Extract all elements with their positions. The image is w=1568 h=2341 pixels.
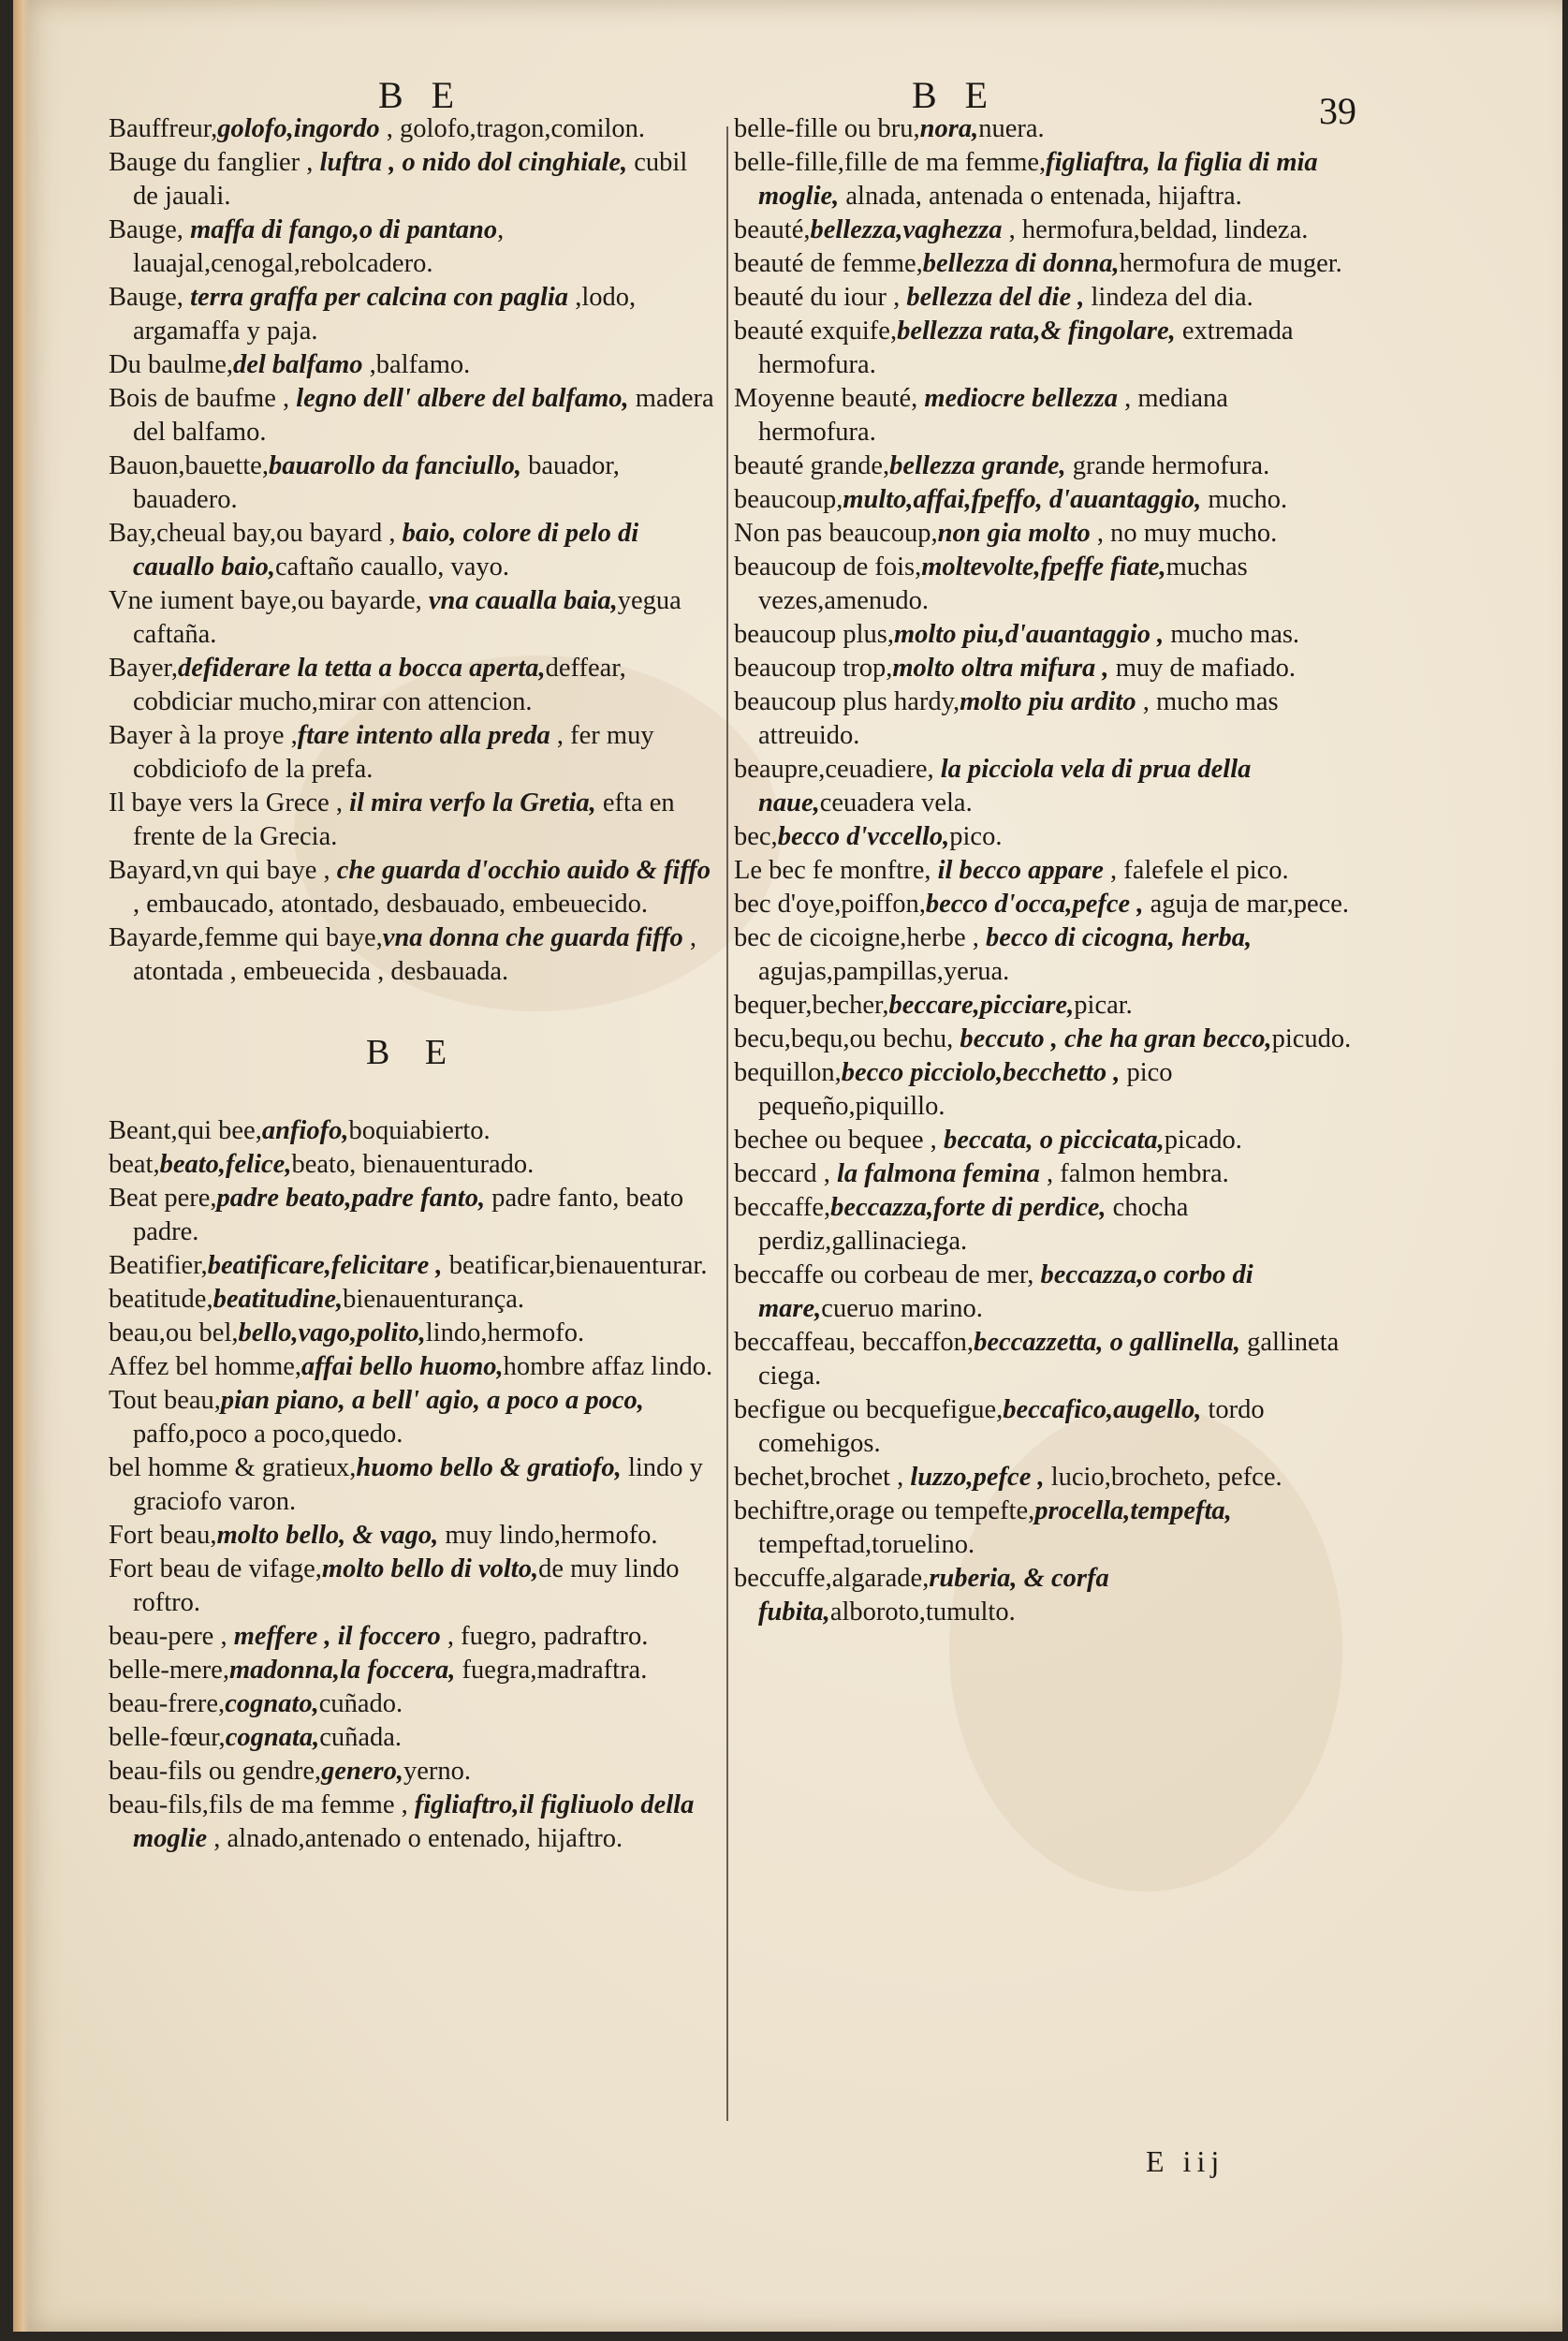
entry-spanish-gloss: beatificar,bienauenturar. [442, 1251, 708, 1280]
entry-spanish-gloss: tempeftad,toruelino. [758, 1530, 975, 1559]
entry-headword: beau-frere, [109, 1689, 226, 1718]
entry-spanish-gloss: gallineta ciega. [758, 1328, 1340, 1391]
entry-spanish-gloss: , falmon hembra. [1039, 1159, 1229, 1188]
entry-italian-gloss: bellezza di donna, [922, 249, 1120, 278]
entry-italian-gloss: bellezza,vaghezza [810, 215, 1003, 244]
dictionary-entry [734, 989, 1352, 1023]
entry-italian-gloss: affai bello huomo, [301, 1352, 504, 1381]
dictionary-entry [109, 146, 717, 213]
right-column [734, 112, 1352, 1629]
entry-spanish-gloss: madera del balfamo. [133, 384, 714, 447]
entry-italian-gloss: genero, [321, 1757, 403, 1786]
entry-spanish-gloss: lindo y graciofo varon. [133, 1453, 703, 1516]
dictionary-entry [734, 247, 1352, 281]
entry-spanish-gloss: fuegra,madraftra. [455, 1656, 648, 1685]
entry-headword: Bauon,bauette, [109, 451, 269, 480]
entry-spanish-gloss: , no muy mucho. [1090, 519, 1278, 548]
dictionary-entry [109, 1114, 717, 1148]
entry-italian-gloss: meffere , il foccero [233, 1622, 441, 1651]
entry-italian-gloss: terra graffa per calcina con paglia [190, 283, 569, 312]
entry-italian-gloss: bellezza del die , [906, 283, 1085, 312]
entry-headword: Moyenne beauté, [734, 384, 925, 413]
dictionary-entry [109, 1317, 717, 1350]
entry-headword: Tout beau, [109, 1386, 221, 1415]
entry-spanish-gloss: boquiabierto. [348, 1116, 491, 1145]
entry-italian-gloss: procella,tempefta, [1034, 1496, 1232, 1525]
dictionary-entry [109, 1687, 717, 1721]
entry-headword: Il baye vers la Grece , [109, 788, 350, 817]
dictionary-entry [109, 1249, 717, 1283]
entry-italian-gloss: molto bello, & vago, [216, 1521, 439, 1550]
dictionary-entry [109, 1182, 717, 1249]
entry-italian-gloss: bellezza grande, [889, 451, 1066, 480]
entry-spanish-gloss: , fer muy cobdiciofo de la prefa. [133, 721, 654, 784]
entry-spanish-gloss: ,lodo, argamaffa y paja. [133, 283, 637, 346]
left-column [109, 112, 717, 1856]
entry-headword: belle-mere, [109, 1656, 229, 1685]
entry-headword: bel homme & gratieux, [109, 1453, 357, 1482]
dictionary-entry [109, 1654, 717, 1687]
entry-spanish-gloss: deffear, cobdiciar mucho,mirar con attencion. [133, 654, 626, 716]
entry-spanish-gloss: picudo. [1271, 1024, 1352, 1053]
entry-headword: beaupre,ceuadiere, [734, 755, 941, 784]
dictionary-entry [734, 854, 1352, 888]
entry-spanish-gloss: , atontada , embeuecida , desbauada. [133, 923, 696, 986]
entry-spanish-gloss: ,balfamo. [362, 350, 471, 379]
dictionary-entry [734, 213, 1352, 247]
entry-headword: Bauge du fanglier , [109, 148, 320, 177]
entry-headword: Bay,cheual bay,ou bayard , [109, 519, 403, 548]
entry-spanish-gloss: lindeza del dia. [1084, 283, 1253, 312]
entry-italian-gloss: huomo bello & gratiofo, [356, 1453, 622, 1482]
dictionary-entry [734, 112, 1352, 146]
dictionary-entry [109, 921, 717, 989]
entry-spanish-gloss: grande hermofura. [1065, 451, 1270, 480]
dictionary-entry [109, 1789, 717, 1856]
dictionary-entry [734, 315, 1352, 382]
entry-italian-gloss: padre beato,padre fanto, [216, 1184, 486, 1213]
entry-headword: Beat pere, [109, 1184, 217, 1213]
entry-headword: beaucoup, [734, 485, 843, 514]
entry-italian-gloss: figliaftra, la figlia di mia moglie, [758, 148, 1318, 211]
entry-italian-gloss: ftare intento alla preda [297, 721, 550, 750]
entry-spanish-gloss: , golofo,tragon,comilon. [379, 114, 646, 143]
entry-italian-gloss: becco d'vccello, [777, 822, 950, 851]
entry-spanish-gloss: yerno. [403, 1757, 472, 1786]
entry-headword: beauté de femme, [734, 249, 923, 278]
dictionary-entry [109, 719, 717, 787]
entry-italian-gloss: pian piano, a bell' agio, a poco a poco, [220, 1386, 644, 1415]
entry-italian-gloss: beccazza,o corbo di mare, [758, 1260, 1253, 1323]
entry-headword: beau-pere , [109, 1622, 234, 1651]
entry-italian-gloss: bellezza rata,& fingolare, [897, 317, 1176, 346]
entry-headword: Bauge, [109, 215, 191, 244]
entry-headword: bec de cicoigne,herbe , [734, 923, 987, 952]
entry-italian-gloss: beccazzetta, o gallinella, [974, 1328, 1241, 1357]
entry-italian-gloss: becco d'occa,pefce , [925, 890, 1144, 919]
entry-headword: beauté grande, [734, 451, 890, 480]
entry-spanish-gloss: , falefele el pico. [1103, 856, 1289, 885]
entry-spanish-gloss: lindo,hermofo. [425, 1318, 585, 1347]
entry-spanish-gloss: efta en frente de la Grecia. [133, 788, 675, 851]
entry-spanish-gloss: aguja de mar,pece. [1143, 890, 1350, 919]
dictionary-entry [109, 1553, 717, 1620]
dictionary-entry [734, 1157, 1352, 1191]
entry-italian-gloss: becco di cicogna, herba, [986, 923, 1253, 952]
dictionary-entry [109, 348, 717, 382]
entry-headword: Vne iument baye,ou bayarde, [109, 586, 429, 615]
entry-spanish-gloss: mucho mas. [1164, 620, 1300, 649]
entry-headword: bechiftre,orage ou tempefte, [734, 1496, 1035, 1525]
entry-italian-gloss: luzzo,pefce , [910, 1463, 1045, 1492]
entry-italian-gloss: becco picciolo,becchetto , [841, 1058, 1121, 1087]
entry-italian-gloss: baio, colore di pelo di cauallo baio, [133, 519, 639, 582]
entry-spanish-gloss: lucio,brocheto, pefce. [1044, 1463, 1282, 1492]
entry-italian-gloss: figliaftro,il figliuolo della moglie [133, 1790, 695, 1853]
entry-italian-gloss: cognato, [225, 1689, 319, 1718]
entry-spanish-gloss: alboroto,tumulto. [829, 1597, 1016, 1627]
entry-italian-gloss: beccata, o piccicata, [943, 1126, 1165, 1155]
entry-headword: Bauge, [109, 283, 191, 312]
entry-headword: Bayarde,femme qui baye, [109, 923, 383, 952]
dictionary-entry [734, 281, 1352, 315]
dictionary-entry [734, 820, 1352, 854]
entry-italian-gloss: vna donna che guarda fiffo [382, 923, 683, 952]
entry-headword: beau,ou bel, [109, 1318, 239, 1347]
entry-spanish-gloss: picado. [1164, 1126, 1242, 1155]
entry-italian-gloss: beccare,picciare, [888, 991, 1075, 1020]
dictionary-entry [734, 888, 1352, 921]
entry-headword: beccaffeau, beccaffon, [734, 1328, 975, 1357]
dictionary-entry [734, 753, 1352, 820]
entry-spanish-gloss: picar. [1074, 991, 1133, 1020]
entry-spanish-gloss: , fuegro, padraftro. [440, 1622, 649, 1651]
dictionary-entry [734, 1056, 1352, 1124]
entry-italian-gloss: bauarollo da fanciullo, [268, 451, 521, 480]
entry-spanish-gloss: de muy lindo roftro. [133, 1554, 680, 1617]
entry-spanish-gloss: bienauenturança. [343, 1285, 525, 1314]
entry-headword: bec d'oye,poiffon, [734, 890, 926, 919]
entry-headword: Bois de baufme , [109, 384, 297, 413]
entry-headword: Beatifier, [109, 1251, 208, 1280]
book-page [13, 0, 1562, 2332]
entry-spanish-gloss: paffo,poco a poco,quedo. [133, 1420, 403, 1449]
entry-italian-gloss: beato,felice, [159, 1150, 292, 1179]
entry-spanish-gloss: caftaño cauallo, vayo. [275, 552, 510, 582]
entry-italian-gloss: vna caualla baia, [428, 586, 618, 615]
entry-italian-gloss: che guarda d'occhio auido & fiffo [336, 856, 711, 885]
dictionary-entry [109, 1519, 717, 1553]
entry-italian-gloss: multo,affai,fpeffo, d'auantaggio, [843, 485, 1202, 514]
entry-spanish-gloss: chocha perdiz,gallinaciega. [758, 1193, 1189, 1256]
dictionary-entry [109, 1350, 717, 1384]
entry-italian-gloss: beatificare,felicitare , [207, 1251, 443, 1280]
dictionary-entry [109, 1451, 717, 1519]
entry-headword: Bauffreur, [109, 114, 218, 143]
dictionary-entry [734, 382, 1352, 449]
page-gutter [13, 0, 30, 2332]
entry-italian-gloss: ruberia, & corfa fubita, [758, 1564, 1109, 1627]
entry-italian-gloss: il mira verfo la Gretia, [349, 788, 596, 817]
entry-italian-gloss: defiderare la tetta a bocca aperta, [178, 654, 546, 683]
running-head-right: B E [912, 74, 998, 116]
entry-italian-gloss: beccazza,forte di perdice, [830, 1193, 1106, 1222]
entry-spanish-gloss: agujas,pampillas,yerua. [758, 957, 1010, 986]
entry-spanish-gloss: beato, bienauenturado. [291, 1150, 535, 1179]
entry-headword: belle-fille ou bru, [734, 114, 920, 143]
dictionary-entry [109, 652, 717, 719]
column-divider [726, 126, 728, 2121]
entry-italian-gloss: moltevolte,fpeffe fiate, [921, 552, 1166, 582]
running-head-left: B E [378, 74, 464, 116]
entry-spanish-gloss: mucho. [1201, 485, 1288, 514]
entry-headword: beatitude, [109, 1285, 213, 1314]
dictionary-entry [734, 1191, 1352, 1259]
entry-italian-gloss: molto oltra mifura , [892, 654, 1109, 683]
dictionary-entry [109, 382, 717, 449]
entry-spanish-gloss: cuñado. [318, 1689, 403, 1718]
entry-headword: beaucoup trop, [734, 654, 893, 683]
entry-spanish-gloss: extremada hermofura. [758, 317, 1294, 379]
entry-italian-gloss: cognata, [225, 1723, 320, 1752]
dictionary-entry [109, 854, 717, 921]
entry-headword: Le bec fe monftre, [734, 856, 938, 885]
entry-headword: bequillon, [734, 1058, 842, 1087]
dictionary-entry [734, 1494, 1352, 1562]
entry-italian-gloss: legno dell' albere del balfamo, [296, 384, 629, 413]
dictionary-entry [109, 1721, 717, 1755]
entry-spanish-gloss: ceuadera vela. [819, 788, 973, 817]
entry-headword: beau-fils ou gendre, [109, 1757, 322, 1786]
entry-spanish-gloss: cubil de jauali. [133, 148, 688, 211]
dictionary-entry [734, 483, 1352, 517]
entry-italian-gloss: golofo,ingordo [217, 114, 380, 143]
dictionary-entry [734, 618, 1352, 652]
entry-spanish-gloss: tordo comehigos. [758, 1395, 1265, 1458]
entry-italian-gloss: molto bello di volto, [321, 1554, 539, 1583]
dictionary-entry [734, 1259, 1352, 1326]
entry-headword: belle-fille,fille de ma femme, [734, 148, 1047, 177]
entry-spanish-gloss: hombre affaz lindo. [503, 1352, 713, 1381]
entry-headword: beauté du iour , [734, 283, 907, 312]
entry-headword: becu,bequ,ou bechu, [734, 1024, 960, 1053]
entry-headword: beccard , [734, 1159, 837, 1188]
dictionary-entry [734, 1023, 1352, 1056]
entry-italian-gloss: beatitudine, [212, 1285, 344, 1314]
entry-spanish-gloss: , mediana hermofura. [758, 384, 1228, 447]
entry-italian-gloss: mediocre bellezza [924, 384, 1118, 413]
entry-spanish-gloss: nuera. [978, 114, 1045, 143]
right-column-entries [734, 112, 1352, 1629]
entry-headword: Affez bel homme, [109, 1352, 302, 1381]
page-number: 39 [1319, 90, 1356, 132]
entry-headword: Non pas beaucoup, [734, 519, 938, 548]
entry-spanish-gloss: hermofura de muger. [1119, 249, 1342, 278]
entry-spanish-gloss: pico. [949, 822, 1003, 851]
entry-headword: bequer,becher, [734, 991, 889, 1020]
entry-headword: Bayard,vn qui baye , [109, 856, 337, 885]
dictionary-entry [109, 787, 717, 854]
entry-spanish-gloss: , alnado,antenado o entenado, hijaftro. [207, 1824, 623, 1853]
entry-headword: bechet,brochet , [734, 1463, 911, 1492]
entry-headword: beccaffe, [734, 1193, 831, 1222]
entry-spanish-gloss: muy lindo,hermofo. [438, 1521, 658, 1550]
entry-headword: beccuffe,algarade, [734, 1564, 930, 1593]
dictionary-entry [109, 1620, 717, 1654]
entry-headword: Fort beau de vifage, [109, 1554, 322, 1583]
entry-italian-gloss: beccafico,augello, [1003, 1395, 1202, 1424]
entry-italian-gloss: del balfamo [232, 350, 363, 379]
dictionary-entry [734, 652, 1352, 685]
dictionary-entry [734, 551, 1352, 618]
entry-italian-gloss: nora, [919, 114, 979, 143]
entry-headword: beauté exquife, [734, 317, 898, 346]
entry-spanish-gloss: , embaucado, atontado, desbauado, embeuecido. [133, 890, 649, 919]
dictionary-entry [734, 1326, 1352, 1393]
entry-headword: Fort beau, [109, 1521, 217, 1550]
dictionary-entry [109, 281, 717, 348]
entry-italian-gloss: bello,vago,polito, [238, 1318, 426, 1347]
dictionary-entry [734, 1393, 1352, 1461]
entry-italian-gloss: molto piu ardito [960, 687, 1136, 716]
entry-spanish-gloss: yegua caftaña. [133, 586, 681, 649]
entry-headword: beauté, [734, 215, 811, 244]
dictionary-entry [734, 1562, 1352, 1629]
entry-headword: beaucoup plus, [734, 620, 894, 649]
entry-spanish-gloss: , mucho mas attreuido. [758, 687, 1279, 750]
dictionary-entry [109, 112, 717, 146]
dictionary-entry [734, 517, 1352, 551]
entry-spanish-gloss: muy de mafiado. [1108, 654, 1297, 683]
dictionary-entry [734, 1124, 1352, 1157]
entry-headword: beaucoup plus hardy, [734, 687, 960, 716]
dictionary-entry [734, 921, 1352, 989]
entry-headword: Bayer, [109, 654, 179, 683]
dictionary-entry [109, 1755, 717, 1789]
entry-headword: beaucoup de fois, [734, 552, 922, 582]
dictionary-entry [734, 146, 1352, 213]
entry-italian-gloss: la picciola vela di prua della naue, [758, 755, 1252, 817]
dictionary-entry [109, 1148, 717, 1182]
dictionary-entry [734, 685, 1352, 753]
entry-headword: bechee ou bequee , [734, 1126, 944, 1155]
entry-headword: belle-fœur, [109, 1723, 226, 1752]
dictionary-entry [109, 213, 717, 281]
entry-italian-gloss: beccuto , che ha gran becco, [960, 1024, 1272, 1053]
entry-italian-gloss: non gia molto [937, 519, 1091, 548]
entry-headword: Beant,qui bee, [109, 1116, 262, 1145]
dictionary-entry [109, 584, 717, 652]
dictionary-entry [109, 1283, 717, 1317]
entry-spanish-gloss: muchas vezes,amenudo. [758, 552, 1248, 615]
entry-spanish-gloss: bauador, bauadero. [133, 451, 620, 514]
signature-mark: E iij [1146, 2144, 1225, 2178]
entry-spanish-gloss: , hermofura,beldad, lindeza. [1002, 215, 1309, 244]
dictionary-entry [734, 449, 1352, 483]
entry-italian-gloss: il becco appare [937, 856, 1104, 885]
entry-italian-gloss: anfiofo, [261, 1116, 349, 1145]
entry-headword: Du baulme, [109, 350, 233, 379]
entry-italian-gloss: molto piu,d'auantaggio , [893, 620, 1165, 649]
dictionary-entry [734, 1461, 1352, 1494]
dictionary-entry [109, 1384, 717, 1451]
entry-italian-gloss: la falmona femina [836, 1159, 1040, 1188]
entry-italian-gloss: luftra , o nido dol cinghiale, [319, 148, 628, 177]
entry-headword: beccaffe ou corbeau de mer, [734, 1260, 1041, 1289]
entry-spanish-gloss: cueruo marino. [821, 1294, 983, 1323]
left-column-entries-top [109, 112, 717, 989]
entry-italian-gloss: madonna,la foccera, [228, 1656, 456, 1685]
entry-spanish-gloss: cuñada. [319, 1723, 403, 1752]
entry-headword: Bayer à la proye , [109, 721, 298, 750]
entry-headword: beat, [109, 1150, 160, 1179]
entry-headword: becfigue ou becquefigue, [734, 1395, 1004, 1424]
left-column-entries-bottom [109, 1114, 717, 1856]
entry-spanish-gloss: padre fanto, beato padre. [133, 1184, 684, 1246]
dictionary-entry [109, 517, 717, 584]
entry-headword: bec, [734, 822, 778, 851]
entry-spanish-gloss: pico pequeño,piquillo. [758, 1058, 1173, 1121]
dictionary-entry [109, 449, 717, 517]
section-heading: B E [365, 1033, 461, 1072]
entry-spanish-gloss: , lauajal,cenogal,rebolcadero. [133, 215, 505, 278]
entry-headword: beau-fils,fils de ma femme , [109, 1790, 415, 1819]
entry-spanish-gloss: alnada, antenada o entenada, hijaftra. [839, 182, 1242, 211]
entry-italian-gloss: maffa di fango,o di pantano [190, 215, 498, 244]
